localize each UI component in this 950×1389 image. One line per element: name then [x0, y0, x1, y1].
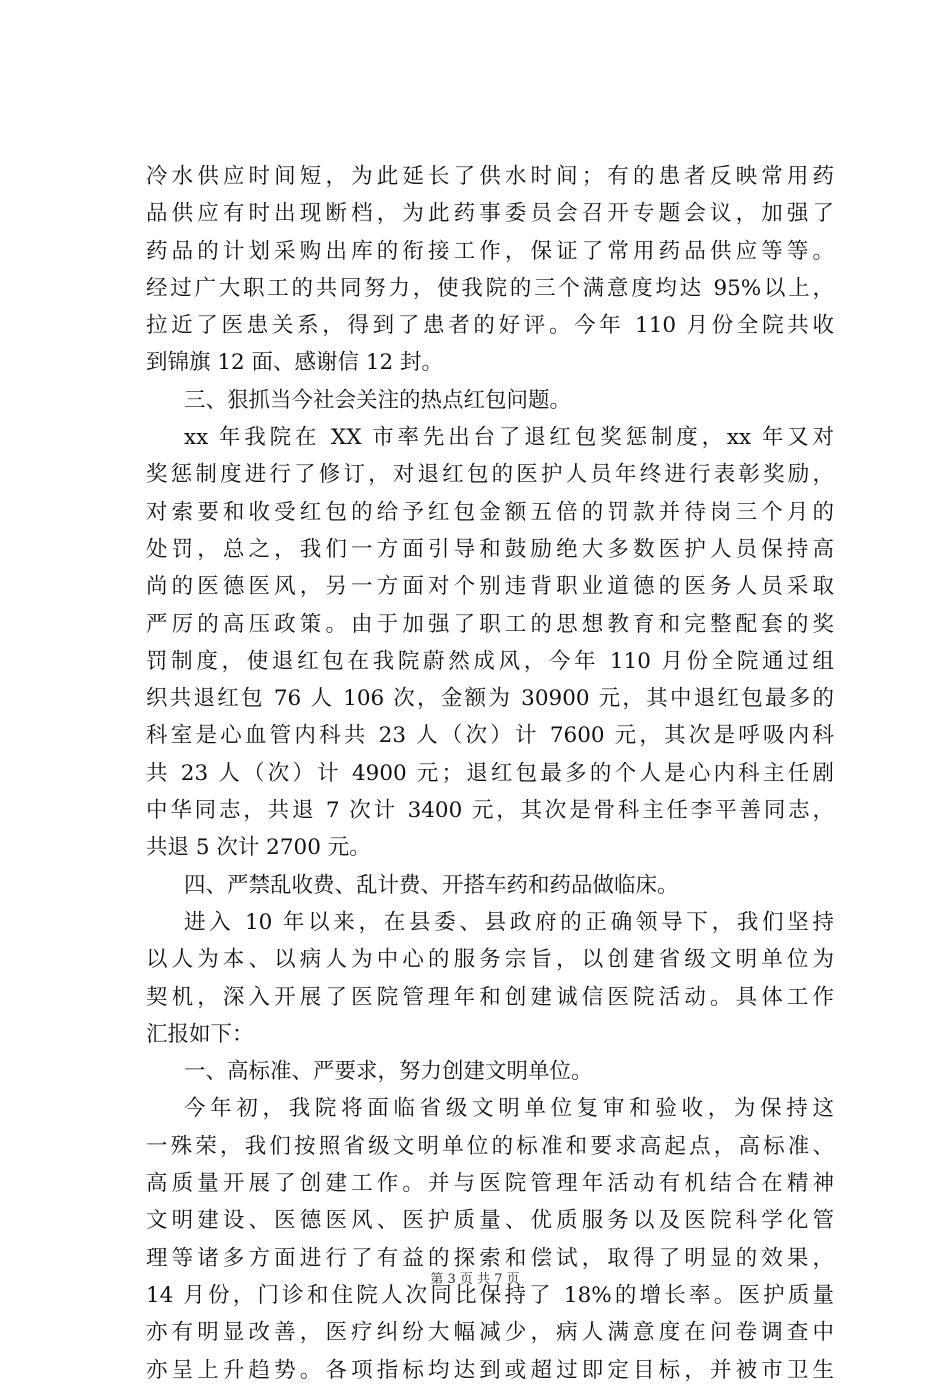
text-line: 拉近了医患关系，得到了患者的好评。今年 110 月份全院共收: [146, 313, 834, 339]
text-line: 织共退红包 76 人 106 次，金额为 30900 元，其中退红包最多的: [146, 686, 834, 712]
text-line: 共 23 人（次）计 4900 元；退红包最多的个人是心内科主任剧: [146, 760, 834, 786]
text-line: 亦呈上升趋势。各项指标均达到或超过即定目标，并被市卫生: [146, 1357, 834, 1383]
text-line: 共退 5 次计 2700 元。: [146, 835, 371, 861]
text-line: 品供应有时出现断档，为此药事委员会召开专题会议，加强了: [146, 201, 834, 227]
text-line: 药品的计划采购出库的衔接工作，保证了常用药品供应等等。: [146, 238, 834, 264]
text-line: 冷水供应时间短，为此延长了供水时间；有的患者反映常用药: [146, 164, 834, 189]
text-line: 理等诸多方面进行了有益的探索和偿试，取得了明显的效果，: [146, 1245, 834, 1271]
text-line: 三、狠抓当今社会关注的热点红包问题。: [184, 387, 572, 413]
text-line: 中华同志，共退 7 次计 3400 元，其次是骨科主任李平善同志，: [146, 798, 834, 824]
text-line: 科室是心血管内科共 23 人（次）计 7600 元，其次是呼吸内科: [146, 723, 834, 749]
text-line: 一、高标准、严要求，努力创建文明单位。: [184, 1059, 593, 1085]
text-line: 以人为本、以病人为中心的服务宗旨，以创建省级文明单位为: [146, 947, 834, 973]
text-line: 契机，深入开展了医院管理年和创建诚信医院活动。具体工作: [146, 984, 834, 1010]
page-footer: 第 3 页 共 7 页: [430, 1272, 520, 1287]
text-line: 文明建设、医德医风、医护质量、优质服务以及医院科学化管: [146, 1208, 834, 1234]
text-line: 一殊荣，我们按照省级文明单位的标准和要求高起点，高标准、: [146, 1133, 834, 1159]
text-line: 亦有明显改善，医疗纠纷大幅减少，病人满意度在问卷调查中: [146, 1320, 834, 1346]
text-line: 14 月份，门诊和住院人次同比保持了 18%的增长率。医护质量: [146, 1282, 834, 1308]
text-line: 今年初，我院将面临省级文明单位复审和验收，为保持这: [184, 1096, 834, 1122]
text-line: 高质量开展了创建工作。并与医院管理年活动有机结合在精神: [146, 1171, 834, 1197]
text-line: 严厉的高压政策。由于加强了职工的思想教育和完整配套的奖: [146, 611, 834, 637]
text-line: 进入 10 年以来，在县委、县政府的正确领导下，我们坚持: [184, 909, 834, 935]
text-line: 奖惩制度进行了修订，对退红包的医护人员年终进行表彰奖励，: [146, 462, 834, 488]
text-line: xx 年我院在 XX 市率先出台了退红包奖惩制度，xx 年又对: [184, 425, 834, 451]
text-line: 到锦旗 12 面、感谢信 12 封。: [146, 350, 444, 376]
text-line: 经过广大职工的共同努力，使我院的三个满意度均达 95%以上，: [146, 275, 834, 301]
text-line: 罚制度，使退红包在我院蔚然成风，今年 110 月份全院通过组: [146, 648, 834, 674]
text-line: 尚的医德医风，另一方面对个别违背职业道德的医务人员采取: [146, 574, 834, 600]
text-line: 四、严禁乱收费、乱计费、开搭车药和药品做临床。: [184, 872, 679, 898]
text-line: 处罚，总之，我们一方面引导和鼓励绝大多数医护人员保持高: [146, 536, 834, 562]
document-body: [146, 158, 834, 1389]
text-line: 对索要和收受红包的给予红包金额五倍的罚款并待岗三个月的: [146, 499, 834, 525]
text-line: 汇报如下：: [146, 1021, 254, 1047]
